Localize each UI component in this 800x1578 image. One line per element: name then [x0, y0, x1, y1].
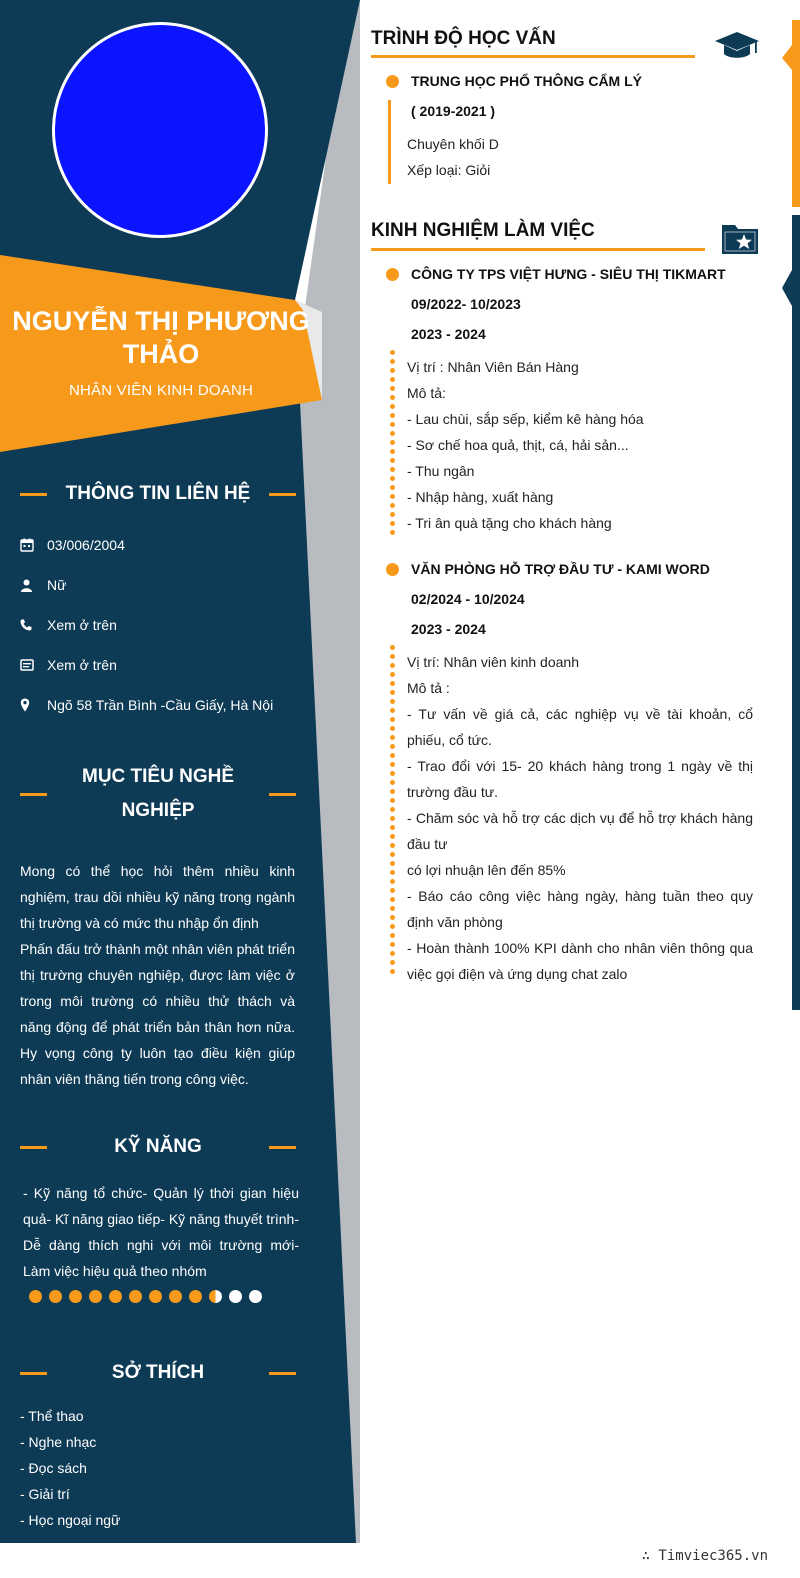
skill-rating-dot	[49, 1290, 62, 1303]
job-line: - Lau chùi, sắp sếp, kiểm kê hàng hóa	[407, 411, 644, 427]
hobby-item: - Nghe nhạc	[20, 1434, 97, 1450]
profile-header	[0, 305, 322, 399]
job-line: Vị trí: Nhân viên kinh doanh	[407, 654, 579, 670]
timeline-dot	[390, 780, 395, 785]
heading-bar	[269, 1372, 296, 1375]
timeline-dot	[390, 530, 395, 535]
timeline-dot	[390, 690, 395, 695]
timeline-dot	[390, 807, 395, 812]
contact-text: 03/006/2004	[47, 537, 125, 553]
avatar	[52, 22, 268, 238]
timeline-dot	[390, 888, 395, 893]
contact-text: Xem ở trên	[47, 617, 117, 633]
education-period: ( 2019-2021 )	[411, 103, 496, 119]
timeline-dot	[390, 726, 395, 731]
heading-bar	[269, 1146, 296, 1149]
skill-rating-dot	[209, 1290, 222, 1303]
hobbies-heading: SỞ THÍCH	[20, 1356, 296, 1390]
skill-rating-dot	[189, 1290, 202, 1303]
timeline-dot	[390, 825, 395, 830]
education-line: Xếp loại: Giỏi	[407, 162, 491, 178]
contact-text: Ngõ 58 Trần Bình -Cầu Giấy, Hà Nội	[47, 697, 274, 713]
timeline-dot	[390, 663, 395, 668]
skills-text: - Kỹ năng tổ chức- Quản lý thời gian hiệu quả- Kĩ năng giao tiếp- Kỹ năng thuyết trình- Dễ dàng thích nghi với môi trường mới- Làm việc hiệu quả theo nhóm	[23, 1185, 299, 1279]
timeline-dot	[390, 735, 395, 740]
timeline-dot	[390, 350, 395, 355]
timeline-dot	[390, 503, 395, 508]
skills-heading: KỸ NĂNG	[20, 1130, 296, 1164]
objective-heading	[20, 760, 296, 828]
contact-heading: THÔNG TIN LIÊN HỆ	[20, 477, 296, 511]
timeline-dot	[390, 960, 395, 965]
timeline-dot	[390, 368, 395, 373]
timeline-dot	[390, 942, 395, 947]
timeline-dot	[390, 744, 395, 749]
heading-underline	[371, 55, 695, 58]
location-icon	[20, 698, 47, 712]
timeline-dot	[390, 681, 395, 686]
skill-rating-dot	[169, 1290, 182, 1303]
heading-bar	[20, 793, 47, 796]
objective-paragraph-1: Mong có thể học hỏi thêm nhiều kinh nghiệm, trau dồi nhiều kỹ năng trong ngành thị trường và có mức thu nhập ổn định	[20, 863, 295, 931]
objective-paragraph-2: Phấn đấu trở thành một nhân viên phát triển thị trường chuyên nghiệp, được làm việc ở trong môi trường có nhiều thử thách và năng động để phát triển bản thân hơn nữa. Hy vọng công ty luôn tạo điều kiện giúp nhân viên thăng tiến trong công việc.	[20, 941, 295, 1087]
timeline-dot	[390, 485, 395, 490]
heading-bar	[20, 1146, 47, 1149]
objective-text	[20, 858, 295, 1092]
timeline-dot	[390, 359, 395, 364]
job-line: - Tri ân quà tặng cho khách hàng	[407, 515, 612, 531]
timeline-dot	[390, 816, 395, 821]
job-timeline-dots	[390, 645, 395, 978]
job-description	[407, 649, 753, 987]
timeline-dot	[390, 771, 395, 776]
timeline-dot	[390, 870, 395, 875]
education-line: Chuyên khối D	[407, 136, 499, 152]
timeline-dot	[390, 834, 395, 839]
education-timeline-line	[388, 100, 391, 184]
timeline-dot	[390, 762, 395, 767]
contact-gender	[20, 565, 310, 605]
timeline-dot	[390, 395, 395, 400]
timeline-dot	[390, 951, 395, 956]
timeline-dot	[390, 924, 395, 929]
right-edge-decoration	[760, 0, 800, 1010]
timeline-dot	[390, 467, 395, 472]
graduation-cap-icon	[714, 30, 760, 64]
skill-rating-dot	[129, 1290, 142, 1303]
timeline-dot	[390, 494, 395, 499]
job-line: - Sơ chế hoa quả, thịt, cá, hải sản...	[407, 437, 629, 453]
job-line: Mô tả:	[407, 385, 446, 401]
job-line: - Chăm sóc và hỗ trợ các dịch vụ để hỗ trợ khách hàng đầu tư	[407, 810, 753, 852]
education-heading: TRÌNH ĐỘ HỌC VẤN	[371, 28, 556, 49]
job-period: 09/2022- 10/2023	[411, 296, 521, 312]
timeline-dot	[390, 861, 395, 866]
heading-bar	[269, 793, 296, 796]
experience-heading: KINH NGHIỆM LÀM VIỆC	[371, 220, 595, 241]
timeline-dot	[390, 969, 395, 974]
heading-bar	[20, 1372, 47, 1375]
timeline-dot	[390, 521, 395, 526]
contact-list	[20, 525, 310, 725]
objective-heading-line2: NGHIỆP	[121, 800, 195, 821]
timeline-dot	[390, 798, 395, 803]
company-name: CÔNG TY TPS VIỆT HƯNG - SIÊU THỊ TIKMART	[411, 266, 726, 282]
contact-address	[20, 685, 310, 725]
timeline-dot	[390, 377, 395, 382]
timeline-dot	[390, 512, 395, 517]
job-line: Vị trí : Nhân Viên Bán Hàng	[407, 359, 579, 375]
contact-birthday	[20, 525, 310, 565]
contact-email	[20, 645, 310, 685]
job-description	[407, 354, 753, 536]
hobby-item: - Thể thao	[20, 1408, 84, 1424]
timeline-dot	[390, 458, 395, 463]
phone-icon	[20, 619, 47, 631]
timeline-dot	[390, 449, 395, 454]
timeline-dot	[390, 672, 395, 677]
timeline-dot	[390, 789, 395, 794]
skill-rating-dot	[69, 1290, 82, 1303]
job-line: có lợi nhuận lên đến 85%	[407, 862, 566, 878]
skill-rating-dot	[249, 1290, 262, 1303]
heading-underline	[371, 248, 705, 251]
full-name: NGUYỄN THỊ PHƯƠNG THẢO	[12, 306, 310, 369]
skill-rating-dot	[109, 1290, 122, 1303]
job-years: 2023 - 2024	[411, 326, 486, 342]
skill-rating-dot	[229, 1290, 242, 1303]
heading-bar	[20, 493, 47, 496]
watermark: ∴ Timviec365.vn	[641, 1548, 768, 1564]
timeline-dot	[390, 476, 395, 481]
hobby-list	[20, 1403, 120, 1533]
timeline-bullet	[386, 563, 399, 576]
company-name: VĂN PHÒNG HỖ TRỢ ĐẦU TƯ - KAMI WORD	[411, 561, 710, 577]
contact-text: Xem ở trên	[47, 657, 117, 673]
job-title: NHÂN VIÊN KINH DOANH	[68, 382, 254, 399]
timeline-dot	[390, 413, 395, 418]
job-line: - Báo cáo công việc hàng ngày, hàng tuần theo quy định văn phòng	[407, 888, 753, 930]
contact-text: Nữ	[47, 577, 67, 593]
job-period: 02/2024 - 10/2024	[411, 591, 525, 607]
job-entry	[386, 266, 726, 282]
briefcase-star-icon	[721, 221, 759, 255]
timeline-dot	[390, 386, 395, 391]
timeline-dot	[390, 753, 395, 758]
timeline-dot	[390, 843, 395, 848]
job-line: Mô tả :	[407, 680, 450, 696]
timeline-dot	[390, 717, 395, 722]
job-line: - Trao đổi với 15- 20 khách hàng trong 1 ngày về thị trường đầu tư.	[407, 758, 753, 800]
hobby-item: - Đọc sách	[20, 1460, 87, 1476]
timeline-dot	[390, 906, 395, 911]
timeline-bullet	[386, 75, 399, 88]
email-icon	[20, 659, 47, 671]
job-line: - Tư vấn về giá cả, các nghiệp vụ về tài khoản, cổ phiếu, cổ tức.	[407, 706, 753, 748]
hobby-item: - Giải trí	[20, 1486, 70, 1502]
skill-rating-dot	[29, 1290, 42, 1303]
timeline-dot	[390, 897, 395, 902]
education-details	[407, 131, 747, 183]
timeline-dot	[390, 708, 395, 713]
timeline-dot	[390, 654, 395, 659]
job-entry	[386, 561, 710, 577]
timeline-dot	[390, 699, 395, 704]
heading-bar	[269, 493, 296, 496]
contact-phone	[20, 605, 310, 645]
education-entry	[386, 73, 642, 89]
timeline-dot	[390, 422, 395, 427]
timeline-dot	[390, 404, 395, 409]
calendar-icon	[20, 538, 47, 552]
skill-rating-dot	[89, 1290, 102, 1303]
timeline-dot	[390, 431, 395, 436]
timeline-dot	[390, 879, 395, 884]
user-icon	[20, 579, 47, 592]
timeline-dot	[390, 645, 395, 650]
skill-rating-dot	[149, 1290, 162, 1303]
job-line: - Thu ngân	[407, 463, 475, 479]
job-line: - Nhập hàng, xuất hàng	[407, 489, 554, 505]
job-line: - Hoàn thành 100% KPI dành cho nhân viên thông qua việc gọi điện và ứng dụng chat zalo	[407, 940, 753, 982]
job-years: 2023 - 2024	[411, 621, 486, 637]
timeline-dot	[390, 440, 395, 445]
job-timeline-dots	[390, 350, 395, 539]
skill-rating	[29, 1290, 262, 1303]
timeline-dot	[390, 933, 395, 938]
school-name: TRUNG HỌC PHỔ THÔNG CẨM LÝ	[411, 73, 642, 89]
objective-heading-line1: MỤC TIÊU NGHỀ	[82, 766, 234, 787]
timeline-bullet	[386, 268, 399, 281]
timeline-dot	[390, 852, 395, 857]
timeline-dot	[390, 915, 395, 920]
hobby-item: - Học ngoại ngữ	[20, 1512, 121, 1528]
